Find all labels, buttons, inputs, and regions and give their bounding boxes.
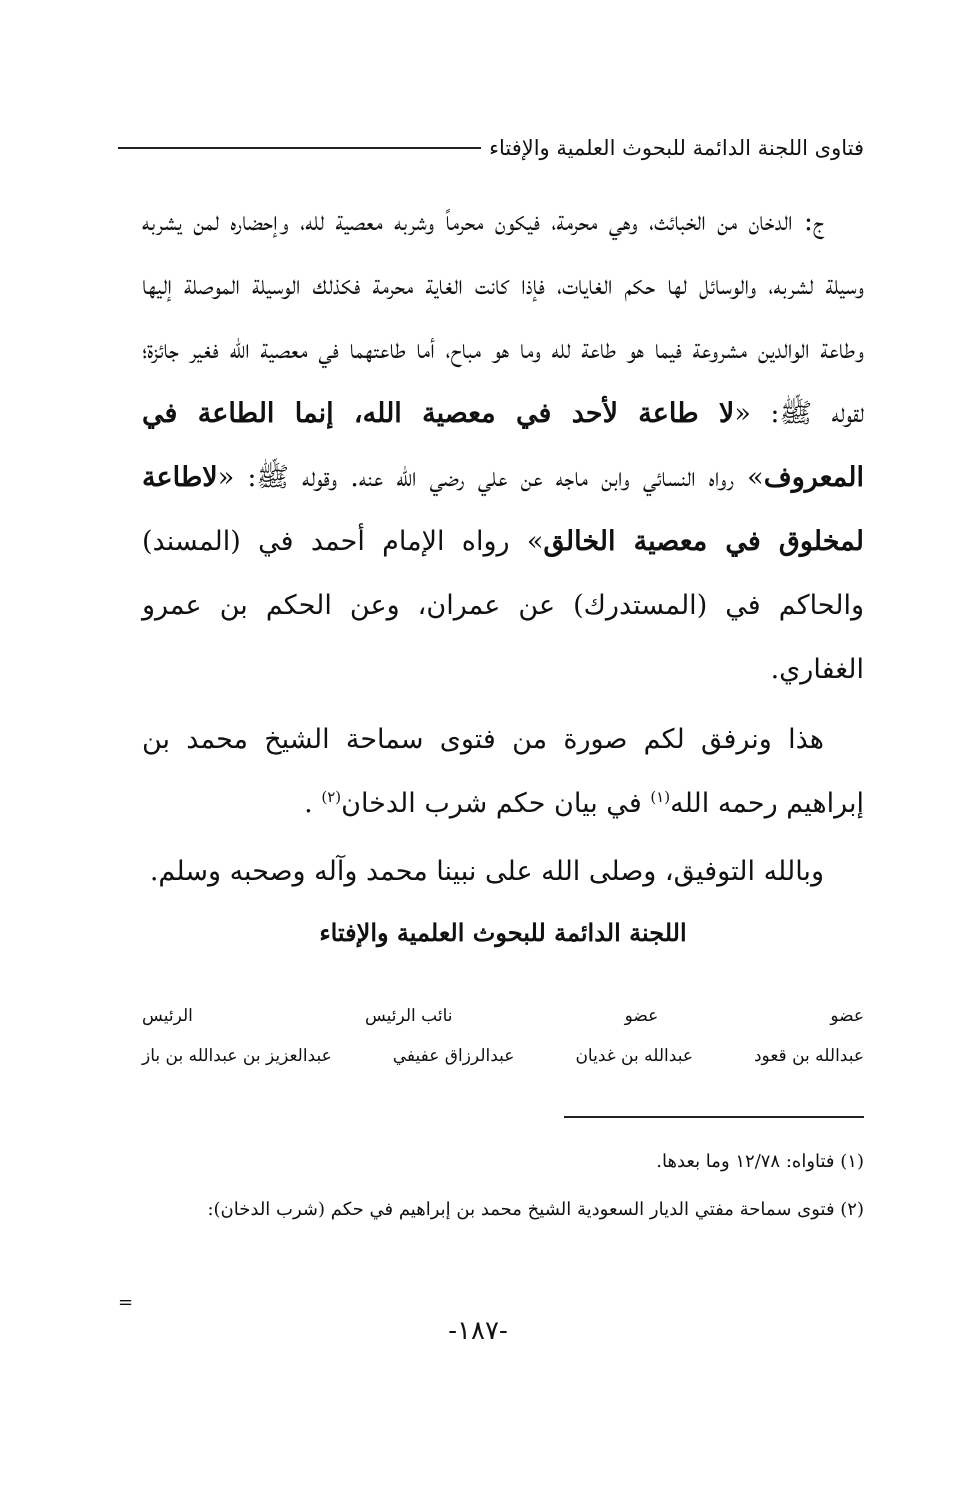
signatory-role: نائب الرئيس [364, 1006, 453, 1026]
footnote-2: (٢) فتوى سماحة مفتي الديار السعودية الشيخ محمد بن إبراهيم في حكم (شرب الدخان): [207, 1199, 864, 1220]
signatory-name: عبدالعزيز بن عبدالله بن باز [142, 1046, 332, 1066]
committee-title: اللجنة الدائمة للبحوث العلمية والإفتاء [319, 918, 687, 947]
hadith-quote-1: لا طاعة لأحد في معصية الله، إنما الطاعة في المعروف [142, 398, 864, 493]
header-title: فتاوى اللجنة الدائمة للبحوث العلمية والإفتاء [489, 136, 864, 160]
signatory-name: عبدالله بن غديان [575, 1046, 693, 1066]
closing-paragraph: وبالله التوفيق، وصلى الله على نبينا محمد وآله وصحبه وسلم. [149, 856, 824, 887]
answer-text-part1: ج: الدخان من الخبائث، وهي محرمة، فيكون محرماً وشربه معصية لله، وإحضاره لمن يشربه وسيلة لشربه، والوسائل لها حكم الغايات، فإذا كانت الغاية محرمة فكذلك الوسيلة الموصلة إليها وطاعة الوالدين مشروعة فيما هو طاعة لله وما هو مباح، أما طاعتهما في معصية الله فغير جائزة؛ لقوله ﷺ: « [142, 206, 865, 429]
signatory-name: عبدالرزاق عفيفي [392, 1046, 515, 1066]
footnote-ref-2: (٢) [321, 788, 342, 806]
footnote-separator [564, 1116, 864, 1118]
signatory-role: الرئيس [142, 1006, 193, 1026]
answer-text-part2: » رواه النسائي وابن ماجه عن علي رضي الله عنه. وقوله ﷺ: « [217, 462, 764, 493]
header-rule [118, 147, 481, 149]
attach-text-part3: . [304, 788, 322, 819]
attachment-paragraph [142, 708, 864, 836]
footnote-1: (١) فتاواه: ١٢/٧٨ وما بعدها. [656, 1151, 864, 1172]
signatory-names [142, 1046, 864, 1066]
answer-text-part3: » رواه الإمام أحمد في (المسند) والحاكم في (المستدرك) عن عمران، وعن الحكم بن عمرو الغفاري. [142, 526, 864, 685]
signatory-name: عبدالله بن قعود [753, 1046, 864, 1066]
continuation-mark: = [118, 1292, 134, 1313]
attach-text-part1: هذا ونرفق لكم صورة من فتوى سماحة الشيخ محمد بن إبراهيم رحمه الله [142, 724, 864, 819]
page-number: -١٨٧- [448, 1316, 508, 1346]
signatory-role: عضو [624, 1006, 659, 1026]
attach-text-part2: في بيان حكم شرب الدخان [341, 788, 651, 819]
hadith-quote-2: لاطاعة لمخلوق في معصية الخالق [142, 462, 864, 557]
signatory-role: عضو [830, 1006, 864, 1026]
footnote-ref-1: (١) [650, 788, 671, 806]
answer-paragraph [142, 190, 864, 702]
main-text [142, 190, 864, 947]
signatory-roles [142, 1006, 864, 1026]
running-header [118, 128, 864, 168]
